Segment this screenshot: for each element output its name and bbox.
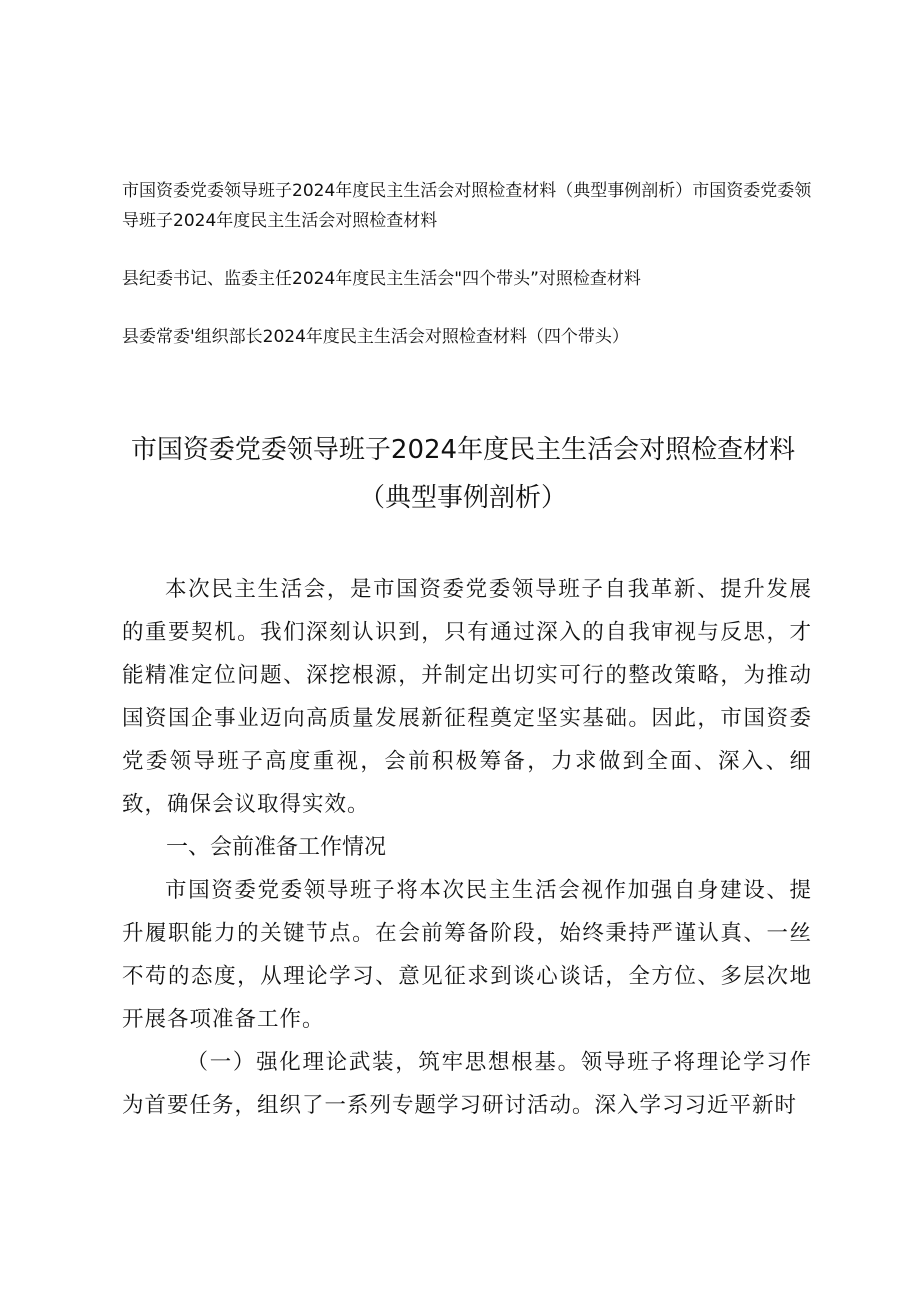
document-body (122, 568, 812, 1127)
document-title: 市国资委党委领导班子2024年度民主生活会对照检查材料（典型事例剖析） (130, 435, 796, 513)
table-of-contents (122, 176, 812, 352)
subsection-paragraph: （一）强化理论武装，筑牢思想根基。领导班子将理论学习作为首要任务，组织了一系列专题学习研讨活动。深入学习习近平新时 (122, 1050, 812, 1118)
intro-paragraph: 本次民主生活会，是市国资委党委领导班子自我革新、提升发展的重要契机。我们深刻认识到，只有通过深入的自我审视与反思，才能精准定位问题、深挖根源，并制定出切实可行的整改策略，为推动国资国企事业迈向高质量发展新征程奠定坚实基础。因此，市国资委党委领导班子高度重视，会前积极筹备，力求做到全面、深入、细致，确保会议取得实效。 (122, 577, 812, 817)
toc-item-2: 县纪委书记、监委主任2024年度民主生活会"四个带头”对照检查材料 (122, 269, 641, 289)
toc-item-3: 县委常委'组织部长2024年度民主生活会对照检查材料（四个带头） (122, 327, 629, 347)
section-paragraph: 市国资委党委领导班子将本次民主生活会视作加强自身建设、提升履职能力的关键节点。在会前筹备阶段，始终秉持严谨认真、一丝不苟的态度，从理论学习、意见征求到谈心谈话，全方位、多层次地开展各项准备工作。 (122, 878, 812, 1032)
toc-item-1: 市国资委党委领导班子2024年度民主生活会对照检查材料（典型事例剖析）市国资委党委领导班子2024年度民主生活会对照检查材料 (122, 181, 812, 231)
section-heading: 一、会前准备工作情况 (166, 835, 387, 860)
